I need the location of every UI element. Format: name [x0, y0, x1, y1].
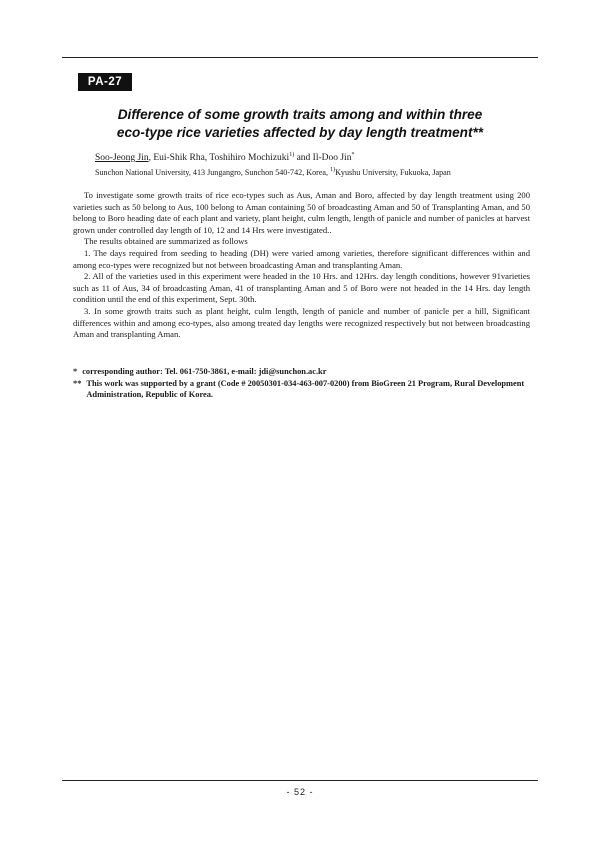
author-rest: , Eui-Shik Rha, Toshihiro Mochizuki	[148, 153, 290, 163]
footnote-text: This work was supported by a grant (Code # 20050301-034-463-007-0200) from BioGreen 21 Program, Rural Development Administration, Republic of Korea.	[86, 378, 525, 400]
author-sup-2: *	[351, 152, 355, 158]
affiliation-second: Kyushu University, Fukuoka, Japan	[335, 168, 451, 177]
affiliation-sup: 1)	[330, 167, 336, 173]
footnote-text: corresponding author: Tel. 061-750-3861, e-mail: jdi@sunchon.ac.kr	[82, 367, 327, 376]
abstract-paragraph: 1. The days required from seeding to heading (DH) were varied among varieties, therefore significant differences within and among eco-types were recognized but not between broadcasting Aman and transplanting Aman.	[73, 247, 530, 270]
abstract-paragraph: The results obtained are summarized as follows	[84, 236, 248, 247]
footnote-mark: **	[73, 378, 82, 388]
title-line-1: Difference of some growth traits among and within three	[117, 107, 483, 122]
author-list	[95, 152, 354, 164]
abstract-body	[73, 190, 530, 341]
top-rule	[62, 57, 538, 58]
title-line-2: eco-type rice varieties affected by day length treatment**	[116, 125, 484, 140]
footnotes	[73, 366, 533, 401]
author-and: and Il-Doo Jin	[294, 153, 352, 163]
footnote-funding	[73, 378, 533, 401]
affiliation	[95, 167, 451, 178]
session-code-badge: PA-27	[78, 73, 132, 91]
abstract-paragraph: 3. In some growth traits such as plant height, culm length, length of panicle and number of panicle per a hill, Significant differences within and among eco-types, also among treated day lengths were recognized respectively but not between broadcasting Aman and transplanting Aman.	[73, 305, 530, 340]
abstract-paragraph: 2. All of the varieties used in this experiment were headed in the 10 Hrs. and 12Hrs. day length conditions, however 91varieties such as 11 of Aus, 34 of broadcasting Aman, 41 of transplanting Aman and 5 of Boro were not headed in the 14 Hrs. day length condition until the end of this experiment, Sept. 30th.	[73, 271, 530, 305]
author-sup-1: 1)	[289, 152, 295, 158]
footnote-mark: *	[73, 367, 78, 376]
affiliation-main: Sunchon National University, 413 Jungangro, Sunchon 540-742, Korea,	[95, 168, 331, 177]
bottom-rule	[62, 780, 538, 781]
footnote-corresponding	[73, 366, 533, 378]
page-number: - 52 -	[286, 787, 314, 797]
abstract-paragraph: To investigate some growth traits of rice eco-types such as Aus, Aman and Boro, affected by day length treatment using 200 varieties such as 50 belong to Aus, 100 belong to Aman containing 50 of broadcasting Aman and 50 of Transplanting Aman, and 50 belong to Boro heading date of each plant and variety, plant height, culm length, length of panicle and number of panicles at harvest grown under controlled day length of 10, 12 and 14 Hrs were investigated..	[73, 190, 530, 235]
author-first: Soo-Jeong Jin	[95, 153, 149, 163]
paper-title	[68, 106, 532, 142]
